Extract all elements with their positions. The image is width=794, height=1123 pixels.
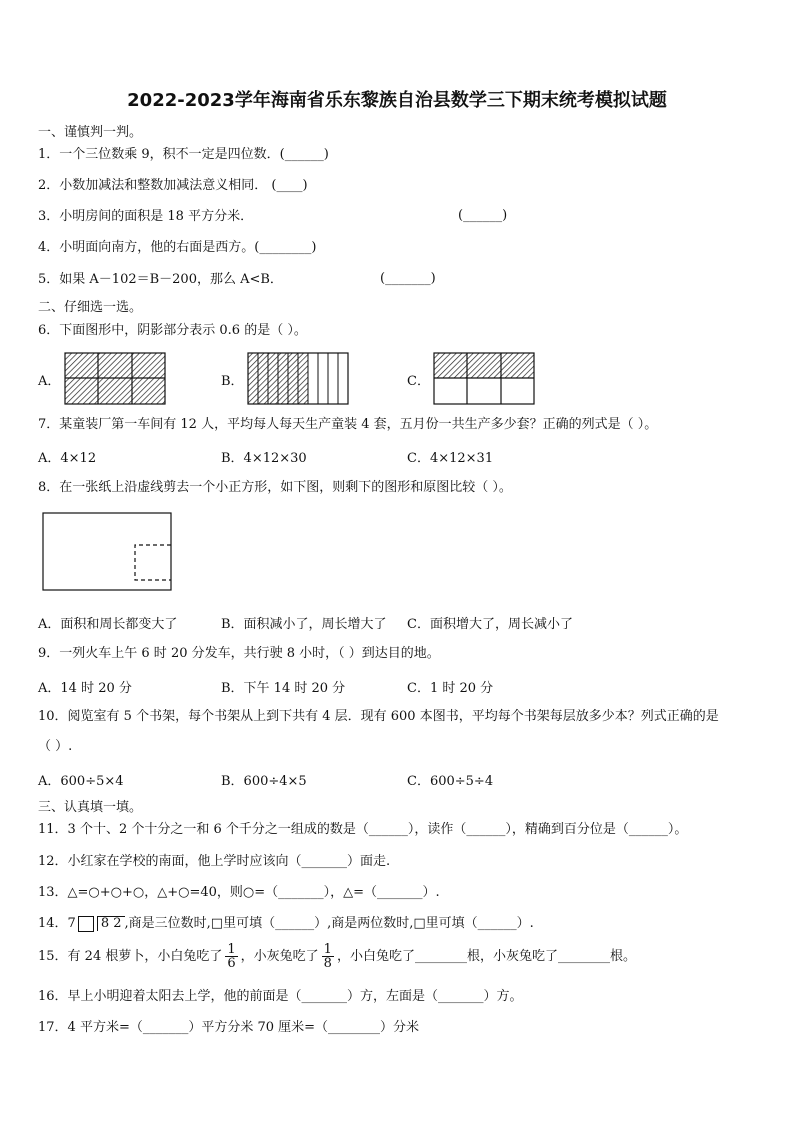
q9-option-b: B．下午 14 时 20 分 [221,681,346,696]
figure-a-grid [65,353,165,404]
figure-b-strips [248,353,348,404]
figure-cut-rectangle [43,513,171,590]
question-1: 1．一个三位数乘 9，积不一定是四位数．(______) [38,147,329,162]
q9-option-c: C．1 时 20 分 [407,681,494,696]
fraction-denominator: 8 [323,956,332,971]
question-8: 8．在一张纸上沿虚线剪去一个小正方形，如下图，则剩下的图形和原图比较（ ）。 [38,480,512,495]
question-7: 7．某童装厂第一车间有 12 人，平均每人每天生产童装 4 套，五月份一共生产多少套？正确的列式是（ ）。 [38,417,658,432]
q7-option-b: B．4×12×30 [221,451,307,466]
q14-text: ,商是三位数时,□里可填（______）,商是两位数时,□里可填（______）. [124,916,534,931]
question-10: 10．阅览室有 5 个书架，每个书架从上到下共有 4 层．现有 600 本图书，平均每个书架每层放多少本？列式正确的是 [38,709,719,724]
q8-option-a: A．面积和周长都变大了 [38,617,178,632]
question-15 [38,943,636,970]
section-heading-3: 三、认真填一填。 [38,800,143,815]
q15-part-3: ，小白兔吃了________根，小灰兔吃了________根。 [336,949,636,964]
question-16: 16．早上小明迎着太阳去上学，他的前面是（_______）方，左面是（_______）方。 [38,989,523,1004]
question-6: 6．下面图形中，阴影部分表示 0.6 的是（ ）。 [38,323,307,338]
fraction-numerator: 1 [323,942,332,957]
page-title: 2022-2023学年海南省乐东黎族自治县数学三下期末统考模拟试题 [127,90,667,111]
question-17: 17．4 平方米=（_______）平方分米 70 厘米=（________）分米 [38,1020,420,1035]
fraction-one-sixth [225,943,237,970]
fraction-denominator: 6 [227,956,236,971]
question-11: 11．3 个十、2 个十分之一和 6 个千分之一组成的数是（______），读作（______），精确到百分位是（______）。 [38,822,688,837]
section-heading-2: 二、仔细选一选。 [38,300,143,315]
question-14 [38,915,534,933]
q15-part-1: 15．有 24 根萝卜，小白兔吃了 [38,949,223,964]
q8-option-c: C．面积增大了，周长减小了 [407,617,573,632]
q10-option-b: B．600÷4×5 [221,774,307,789]
figure-c-grid [434,353,534,404]
q14-dividend: 8 2 [97,916,125,931]
q7-option-a: A．4×12 [38,451,97,466]
q7-option-c: C．4×12×31 [407,451,494,466]
q10-option-a: A．600÷5×4 [38,774,124,789]
question-5-blank: (_______) [380,271,436,286]
q6-option-a-label: A． [38,374,61,389]
question-9: 9．一列火车上午 6 时 20 分发车，共行驶 8 小时，（ ）到达目的地。 [38,646,440,661]
q14-prefix: 14．7 [38,916,76,931]
question-12: 12．小红家在学校的南面，他上学时应该向（_______）面走. [38,854,391,869]
question-3: 3．小明房间的面积是 18 平方分米． [38,209,254,224]
question-13: 13．△=○+○+○，△+○=40，则○=（_______），△=（_______）. [38,885,440,900]
q15-part-2: ，小灰兔吃了 [240,949,319,964]
section-heading-1: 一、谨慎判一判。 [38,125,143,140]
q6-option-c-label: C． [407,374,430,389]
question-3-blank: (______) [458,208,508,223]
q8-option-b: B．面积减小了，周长增大了 [221,617,387,632]
q10-option-c: C．600÷5÷4 [407,774,494,789]
fraction-numerator: 1 [227,942,236,957]
question-4: 4．小明面向南方，他的右面是西方。(________) [38,240,317,255]
question-10-continued: （ ）. [38,739,73,754]
q9-option-a: A．14 时 20 分 [38,681,132,696]
question-5: 5．如果 A－102＝B－200，那么 A<B． [38,272,283,287]
question-2: 2．小数加减法和整数加减法意义相同． (____) [38,178,308,193]
blank-square-icon [78,916,94,932]
q6-option-b-label: B． [221,374,244,389]
fraction-one-eighth [322,943,334,970]
